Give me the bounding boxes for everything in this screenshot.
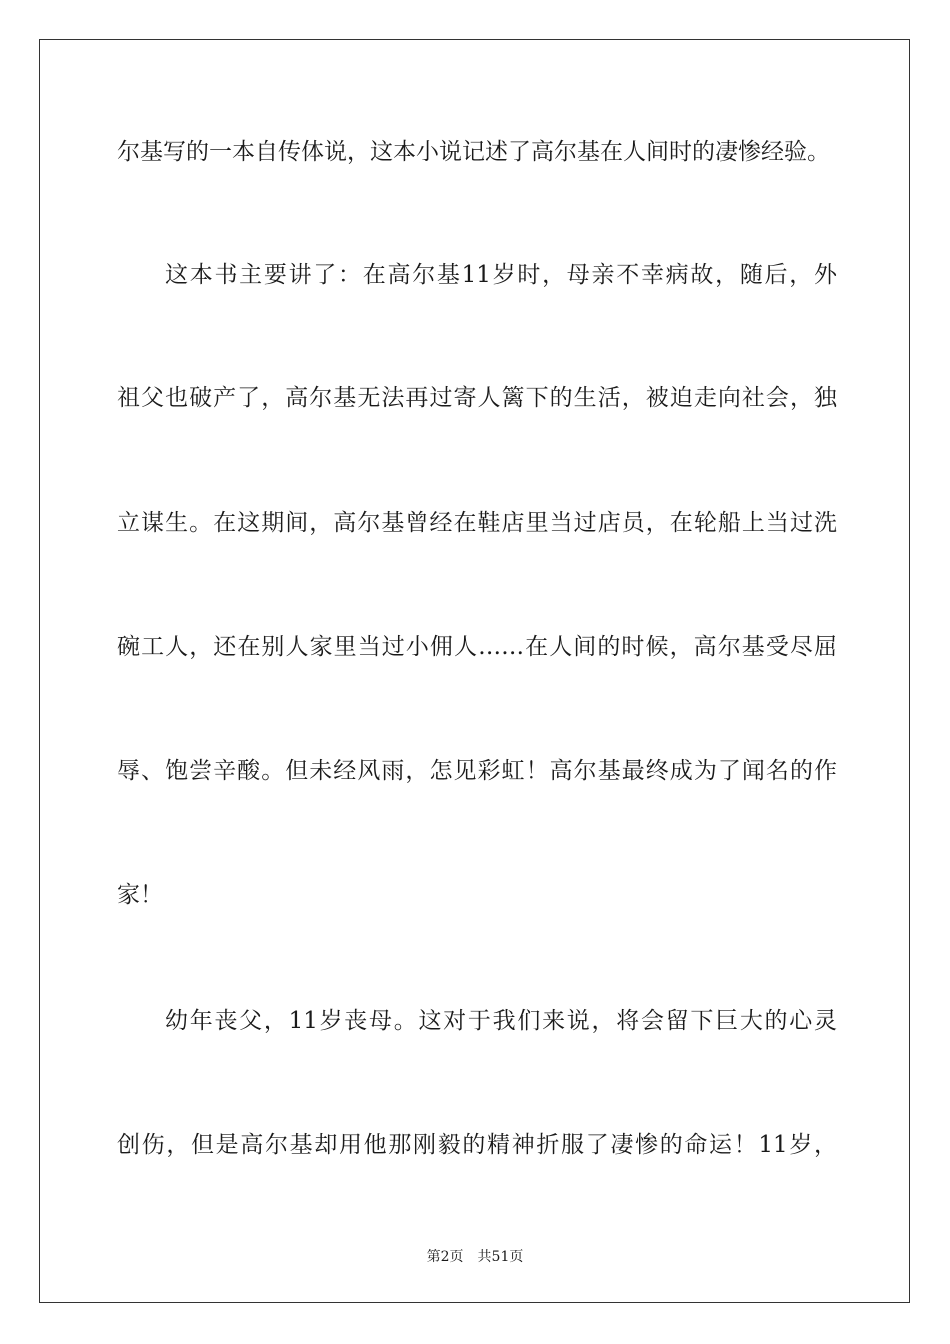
text-line-2: 这本书主要讲了：在高尔基11岁时，母亲不幸病故，随后，外	[165, 262, 837, 288]
total-pages: 共51页	[477, 1249, 524, 1265]
text-line-1: 尔基写的一本自传体说，这本小说记述了高尔基在人间时的凄惨经验。	[117, 139, 830, 165]
page-frame	[39, 39, 910, 1303]
page-footer	[0, 1248, 950, 1266]
text-line-8: 幼年丧父，11岁丧母。这对于我们来说，将会留下巨大的心灵	[165, 1008, 837, 1034]
text-line-6: 辱、饱尝辛酸。但未经风雨，怎见彩虹！高尔基最终成为了闻名的作	[117, 758, 837, 784]
page-number: 第2页	[426, 1249, 464, 1265]
text-line-5: 碗工人，还在别人家里当过小佣人……在人间的时候，高尔基受尽屈	[117, 634, 837, 660]
text-line-9: 创伤，但是高尔基却用他那刚毅的精神折服了凄惨的命运！11岁，	[117, 1132, 837, 1158]
text-line-7: 家！	[117, 882, 163, 908]
text-line-3: 祖父也破产了，高尔基无法再过寄人篱下的生活，被迫走向社会，独	[117, 385, 837, 411]
text-line-4: 立谋生。在这期间，高尔基曾经在鞋店里当过店员，在轮船上当过洗	[117, 510, 837, 536]
